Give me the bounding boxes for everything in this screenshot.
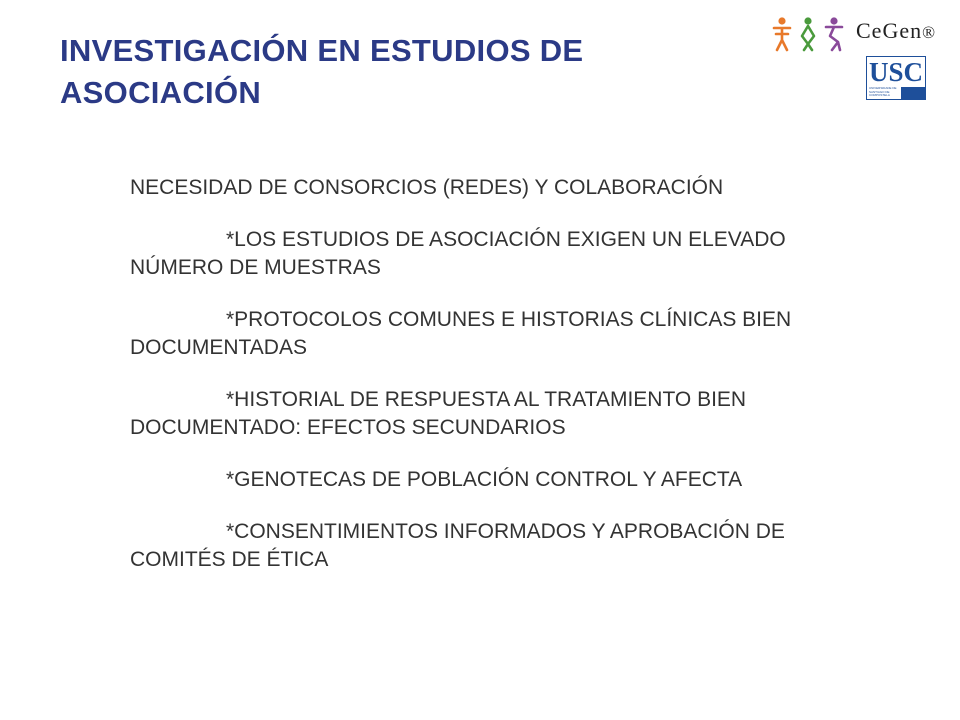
cegen-name: CeGen <box>856 18 923 43</box>
green-figure-icon <box>802 17 814 50</box>
slide-title: INVESTIGACIÓN EN ESTUDIOS DE ASOCIACIÓN <box>60 33 584 110</box>
body-point: *GENOTECAS DE POBLACIÓN CONTROL Y AFECTA <box>226 468 743 491</box>
usc-logo-subtext: UNIVERSIDADE DE SANTIAGO DE COMPOSTELA <box>869 86 897 97</box>
usc-logo-band <box>901 87 925 99</box>
usc-logo <box>866 56 926 100</box>
cegen-logo-text <box>856 18 936 44</box>
purple-figure-icon <box>826 17 842 50</box>
orange-figure-icon <box>774 17 790 50</box>
body-point: *PROTOCOLOS COMUNES E HISTORIAS CLÍNICAS BIEN DOCUMENTADAS <box>130 308 792 359</box>
usc-logo-text: USC <box>869 57 924 87</box>
logo-area <box>770 14 950 104</box>
cegen-figures-logo <box>770 14 852 54</box>
body-heading: NECESIDAD DE CONSORCIOS (REDES) Y COLABORACIÓN <box>130 176 724 199</box>
slide-body <box>130 174 830 598</box>
registered-mark: ® <box>922 23 937 42</box>
body-point: *CONSENTIMIENTOS INFORMADOS Y APROBACIÓN DE COMITÉS DE ÉTICA <box>130 520 785 571</box>
body-point: *LOS ESTUDIOS DE ASOCIACIÓN EXIGEN UN ELEVADO NÚMERO DE MUESTRAS <box>130 228 786 279</box>
body-point: *HISTORIAL DE RESPUESTA AL TRATAMIENTO BIEN DOCUMENTADO: EFECTOS SECUNDARIOS <box>130 388 747 439</box>
